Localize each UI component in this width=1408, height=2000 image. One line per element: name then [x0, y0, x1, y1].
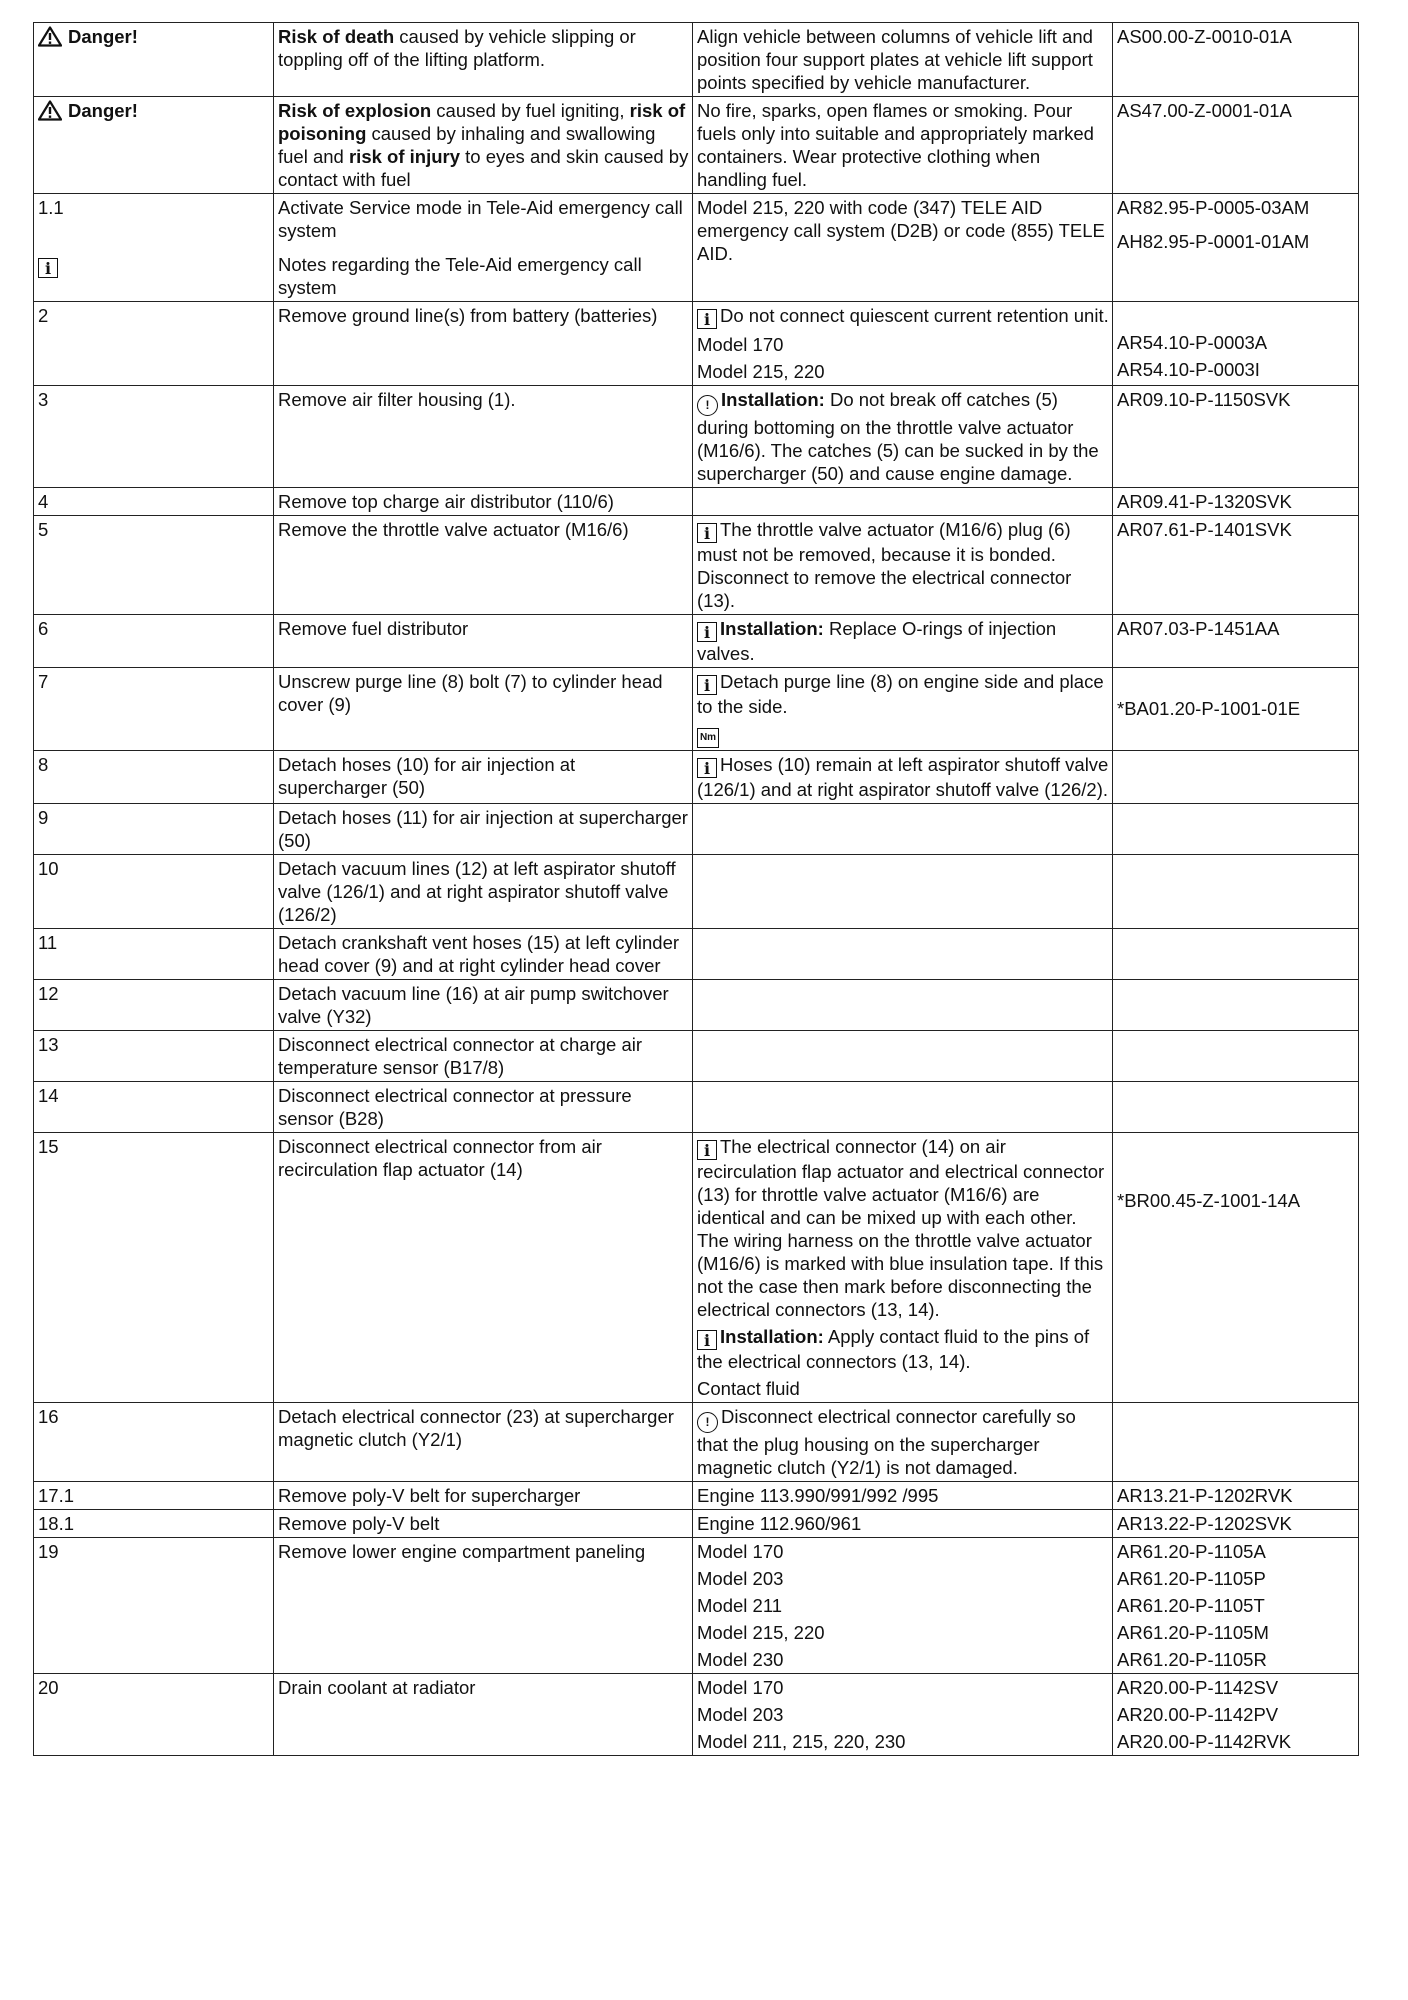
step-number: 15 — [38, 1136, 59, 1157]
step-number: 17.1 — [38, 1485, 75, 1506]
step-number: 13 — [38, 1034, 59, 1055]
sub-description: Notes regarding the Tele-Aid emergency call system — [278, 254, 642, 298]
description — [278, 982, 689, 1028]
info-icon: i — [697, 758, 717, 778]
step-cell — [34, 751, 274, 804]
table-row — [34, 23, 1359, 97]
danger-text: Danger! — [68, 26, 138, 47]
note-text: Model 230 — [697, 1649, 784, 1670]
reference-cell — [1113, 1403, 1359, 1482]
reference-cell — [1113, 855, 1359, 929]
description-text: Disconnect electrical connector at pressure sensor (B28) — [278, 1085, 632, 1129]
note-label: Installation: — [720, 1326, 824, 1347]
note-text: Model 203 — [697, 1568, 784, 1589]
danger-text: Danger! — [68, 100, 138, 121]
description-text: Detach crankshaft vent hoses (15) at left cylinder head cover (9) and at right cylinder head cover — [278, 932, 680, 976]
step-cell — [34, 1674, 274, 1756]
note — [697, 1540, 1109, 1563]
info-icon: i — [697, 1330, 717, 1350]
note — [697, 490, 1109, 513]
note-text: Model 211, 215, 220, 230 — [697, 1731, 906, 1752]
reference-code: AR07.03-P-1451AA — [1117, 618, 1280, 639]
table-row — [34, 1674, 1359, 1756]
description-cell — [274, 615, 693, 668]
note — [697, 25, 1109, 94]
description-text: Remove the throttle valve actuator (M16/6) — [278, 519, 629, 540]
notes-cell — [693, 804, 1113, 855]
description — [278, 1405, 689, 1451]
description — [278, 25, 689, 71]
description-text: Activate Service mode in Tele-Aid emergency call system — [278, 197, 683, 241]
info-icon: i — [697, 622, 717, 642]
note-text: Replace O-rings of injection valves. — [697, 618, 1057, 664]
step-cell — [34, 516, 274, 615]
step-cell — [34, 1031, 274, 1082]
reference-cell — [1113, 1031, 1359, 1082]
reference-code — [1117, 1135, 1355, 1158]
note — [697, 304, 1109, 329]
reference-code: AR20.00-P-1142RVK — [1117, 1731, 1292, 1752]
note-text: Engine 112.960/961 — [697, 1513, 862, 1534]
reference-code: AR13.21-P-1202RVK — [1117, 1485, 1293, 1506]
note-text: Do not break off catches (5) during bottoming on the throttle valve actuator (M16/6). The catches (5) can be sucked in by the supercharger (50) and cause engine damage. — [697, 389, 1099, 484]
reference-code: AR09.41-P-1320SVK — [1117, 491, 1292, 512]
note-text: Apply contact fluid to the pins of the electrical connectors (13, 14). — [697, 1326, 1090, 1372]
step-number: 20 — [38, 1677, 59, 1698]
reference-code: AR20.00-P-1142SV — [1117, 1677, 1279, 1698]
step-cell — [34, 855, 274, 929]
notes-cell — [693, 1538, 1113, 1674]
info-icon: i — [697, 309, 717, 329]
reference-cell — [1113, 386, 1359, 488]
description — [278, 1084, 689, 1130]
description-text: Drain coolant at radiator — [278, 1677, 476, 1698]
notes-cell — [693, 516, 1113, 615]
description-text: caused by vehicle slipping or toppling off of the lifting platform. — [278, 26, 636, 70]
table-row — [34, 1510, 1359, 1538]
note — [697, 1325, 1109, 1373]
step-cell — [34, 488, 274, 516]
description — [278, 1135, 689, 1181]
description-cell — [274, 1538, 693, 1674]
notes-cell — [693, 668, 1113, 751]
description — [278, 1540, 689, 1563]
note — [697, 1377, 1109, 1400]
reference-code: AR54.10-P-0003A — [1117, 332, 1268, 353]
reference-code: AR09.10-P-1150SVK — [1117, 389, 1291, 410]
note-text: Disconnect electrical connector carefully so that the plug housing on the supercharger magnetic clutch (Y2/1) is not damaged. — [697, 1406, 1076, 1478]
note — [697, 617, 1109, 665]
reference-cell — [1113, 980, 1359, 1031]
description-cell — [274, 980, 693, 1031]
notes-cell — [693, 1482, 1113, 1510]
note — [697, 1567, 1109, 1590]
description-text: Detach electrical connector (23) at supercharger magnetic clutch (Y2/1) — [278, 1406, 674, 1450]
reference-code — [1117, 1162, 1355, 1185]
reference-cell — [1113, 23, 1359, 97]
reference-cell — [1113, 1510, 1359, 1538]
description-cell — [274, 1082, 693, 1133]
reference-code: AR20.00-P-1142PV — [1117, 1704, 1279, 1725]
table-row — [34, 929, 1359, 980]
description-cell — [274, 302, 693, 386]
step-number: 2 — [38, 305, 49, 326]
description — [278, 1484, 689, 1507]
description-cell — [274, 386, 693, 488]
reference-code: AR13.22-P-1202SVK — [1117, 1513, 1292, 1534]
reference-code: *BR00.45-Z-1001-14A — [1117, 1190, 1301, 1211]
notes-cell — [693, 1133, 1113, 1403]
description-cell — [274, 1031, 693, 1082]
table-row — [34, 97, 1359, 194]
note — [697, 1405, 1109, 1479]
note — [697, 1135, 1109, 1321]
description-cell — [274, 488, 693, 516]
reference-code: AR61.20-P-1105P — [1117, 1568, 1266, 1589]
danger-label — [38, 25, 270, 48]
notes-cell — [693, 1031, 1113, 1082]
description-text: to eyes and skin caused by contact with fuel — [278, 146, 689, 190]
note-label: Installation: — [720, 618, 824, 639]
sub-reference-code: AH82.95-P-0001-01AM — [1117, 231, 1310, 252]
description — [278, 806, 689, 852]
notes-cell — [693, 980, 1113, 1031]
description — [278, 388, 689, 411]
reference-code: AR07.61-P-1401SVK — [1117, 519, 1292, 540]
step-cell — [34, 1482, 274, 1510]
description-cell — [274, 516, 693, 615]
emphasis-text: risk of injury — [348, 146, 461, 167]
step-cell — [34, 615, 274, 668]
note — [697, 196, 1109, 265]
description — [278, 196, 689, 242]
notes-cell — [693, 615, 1113, 668]
step-number: 18.1 — [38, 1513, 75, 1534]
description-cell — [274, 194, 693, 302]
step-cell — [34, 1082, 274, 1133]
step-cell — [34, 302, 274, 386]
description-text: Detach vacuum lines (12) at left aspirator shutoff valve (126/1) and at right aspirator shutoff valve (126/2) — [278, 858, 676, 925]
reference-code: AR61.20-P-1105A — [1117, 1541, 1266, 1562]
info-icon: i — [697, 675, 717, 695]
description — [278, 99, 689, 191]
notes-cell — [693, 1674, 1113, 1756]
step-number: 19 — [38, 1541, 59, 1562]
notes-cell — [693, 1082, 1113, 1133]
notes-cell — [693, 302, 1113, 386]
description — [278, 518, 689, 541]
description-text: Detach hoses (11) for air injection at supercharger (50) — [278, 807, 688, 851]
note-text: Model 170 — [697, 1541, 784, 1562]
note — [697, 1484, 1109, 1507]
note-text: Engine 113.990/991/992 /995 — [697, 1485, 939, 1506]
notes-cell — [693, 1510, 1113, 1538]
description — [278, 1033, 689, 1079]
reference-cell — [1113, 668, 1359, 751]
step-cell — [34, 929, 274, 980]
reference-cell — [1113, 1082, 1359, 1133]
reference-code — [1117, 753, 1355, 776]
note-text: Model 170 — [697, 334, 784, 355]
reference-code: AR61.20-P-1105T — [1117, 1595, 1265, 1616]
step-cell — [34, 23, 274, 97]
description-cell — [274, 97, 693, 194]
step-number: 8 — [38, 754, 49, 775]
reference-cell — [1113, 97, 1359, 194]
description-text: Detach hoses (10) for air injection at supercharger (50) — [278, 754, 576, 798]
spacer — [1117, 219, 1355, 230]
notes-cell — [693, 751, 1113, 804]
step-number: 9 — [38, 807, 49, 828]
step-number: 3 — [38, 389, 49, 410]
description — [278, 670, 689, 716]
emphasis-text: Risk of explosion — [278, 100, 432, 121]
reference-code: AS47.00-Z-0001-01A — [1117, 100, 1292, 121]
description-text: Unscrew purge line (8) bolt (7) to cylinder head cover (9) — [278, 671, 663, 715]
note — [697, 388, 1109, 485]
step-cell — [34, 386, 274, 488]
step-number: 10 — [38, 858, 59, 879]
reference-cell — [1113, 1482, 1359, 1510]
reference-cell — [1113, 1674, 1359, 1756]
note-text: Align vehicle between columns of vehicle lift and position four support plates at vehicle lift support points specified by vehicle manufacturer. — [697, 26, 1093, 93]
note — [697, 1703, 1109, 1726]
description-cell — [274, 1133, 693, 1403]
description-text: Detach vacuum line (16) at air pump switchover valve (Y32) — [278, 983, 669, 1027]
description — [278, 753, 689, 799]
table-row — [34, 855, 1359, 929]
table-row — [34, 1031, 1359, 1082]
description — [278, 1676, 689, 1699]
note — [697, 333, 1109, 356]
reference-cell — [1113, 751, 1359, 804]
step-number: 5 — [38, 519, 49, 540]
table-row — [34, 751, 1359, 804]
table-row — [34, 1133, 1359, 1403]
note-text: Model 170 — [697, 1677, 784, 1698]
note — [697, 1621, 1109, 1644]
step-number: 11 — [38, 932, 58, 953]
reference-cell — [1113, 1133, 1359, 1403]
note — [697, 360, 1109, 383]
description-cell — [274, 1482, 693, 1510]
procedure-page — [33, 22, 1358, 1756]
step-number: 16 — [38, 1406, 59, 1427]
step-cell — [34, 1510, 274, 1538]
description-cell — [274, 1674, 693, 1756]
notes-cell — [693, 1403, 1113, 1482]
warning-triangle-icon — [38, 26, 62, 47]
table-row — [34, 804, 1359, 855]
notes-cell — [693, 97, 1113, 194]
info-icon: i — [697, 523, 717, 543]
table-row — [34, 1538, 1359, 1674]
note — [697, 1594, 1109, 1617]
warning-triangle-icon — [38, 100, 62, 121]
note-text: Detach purge line (8) on engine side and place to the side. — [697, 671, 1104, 717]
note-text: Do not connect quiescent current retention unit. — [720, 305, 1109, 326]
step-cell — [34, 1403, 274, 1482]
procedure-table — [33, 22, 1359, 1756]
description-text: caused by fuel igniting, — [431, 100, 630, 121]
description-cell — [274, 929, 693, 980]
note-label: Installation: — [721, 389, 825, 410]
note-text: Model 203 — [697, 1704, 784, 1725]
description-cell — [274, 668, 693, 751]
table-row — [34, 488, 1359, 516]
description-cell — [274, 855, 693, 929]
table-row — [34, 980, 1359, 1031]
description-cell — [274, 804, 693, 855]
step-number: 7 — [38, 671, 49, 692]
note-text: No fire, sparks, open flames or smoking. Pour fuels only into suitable and appropriately marked containers. Wear protective clothing when handling fuel. — [697, 100, 1094, 190]
table-row — [34, 1082, 1359, 1133]
reference-cell — [1113, 302, 1359, 386]
note — [697, 518, 1109, 612]
table-row — [34, 516, 1359, 615]
reference-code — [1117, 670, 1355, 693]
table-row — [34, 386, 1359, 488]
description-text: Remove air filter housing (1). — [278, 389, 516, 410]
reference-code: AR61.20-P-1105M — [1117, 1622, 1269, 1643]
step-cell — [34, 97, 274, 194]
reference-code: AR61.20-P-1105R — [1117, 1649, 1267, 1670]
notes-cell — [693, 855, 1113, 929]
reference-cell — [1113, 929, 1359, 980]
note-text: The electrical connector (14) on air recirculation flap actuator and electrical connector (13) for throttle valve actuator (M16/6) are identical and can be mixed up with each other. The wiring harness on the throttle valve actuator (M16/6) is marked with blue insulation tape. If this not the case then mark before disconnecting the electrical connectors (13, 14). — [697, 1136, 1105, 1320]
spacer — [278, 242, 689, 253]
description-text: Disconnect electrical connector from air recirculation flap actuator (14) — [278, 1136, 602, 1180]
step-number: 4 — [38, 491, 49, 512]
notes-cell — [693, 194, 1113, 302]
description — [278, 490, 689, 513]
reference-code: AR82.95-P-0005-03AM — [1117, 197, 1310, 218]
description-text: Disconnect electrical connector at charge air temperature sensor (B17/8) — [278, 1034, 643, 1078]
description — [278, 1512, 689, 1535]
note-text: Model 215, 220 — [697, 1622, 825, 1643]
description-text: Remove ground line(s) from battery (batteries) — [278, 305, 658, 326]
note — [697, 1730, 1109, 1753]
description-cell — [274, 1510, 693, 1538]
description-text: caused by inhaling and swallowing fuel and — [278, 123, 656, 167]
description — [278, 304, 689, 327]
note — [697, 1512, 1109, 1535]
note — [697, 722, 1109, 748]
note-text: Contact fluid — [697, 1378, 800, 1399]
note — [697, 753, 1109, 801]
step-number: 12 — [38, 983, 59, 1004]
step-cell — [34, 194, 274, 302]
emphasis-text: risk of poisoning — [278, 100, 686, 144]
note-text: Model 215, 220 with code (347) TELE AID emergency call system (D2B) or code (855) TELE AID. — [697, 197, 1105, 264]
note-text: Hoses (10) remain at left aspirator shutoff valve (126/1) and at right aspirator shutoff valve (126/2). — [697, 754, 1109, 800]
note — [697, 1648, 1109, 1671]
description-text: Remove poly-V belt — [278, 1513, 440, 1534]
reference-cell — [1113, 804, 1359, 855]
reference-cell — [1113, 1538, 1359, 1674]
note — [697, 99, 1109, 191]
reference-code — [1117, 304, 1355, 327]
description — [278, 617, 689, 640]
spacer — [38, 219, 270, 253]
reference-code: *BA01.20-P-1001-01E — [1117, 698, 1301, 719]
notes-cell — [693, 929, 1113, 980]
info-icon: i — [697, 1140, 717, 1160]
step-cell — [34, 668, 274, 751]
step-number: 6 — [38, 618, 49, 639]
reference-code: AR54.10-P-0003I — [1117, 359, 1260, 380]
reference-cell — [1113, 488, 1359, 516]
table-row — [34, 302, 1359, 386]
step-cell — [34, 1133, 274, 1403]
step-number: 14 — [38, 1085, 59, 1106]
danger-label — [38, 99, 270, 122]
reference-cell — [1113, 194, 1359, 302]
description — [278, 931, 689, 977]
description — [278, 857, 689, 926]
info-icon: i — [38, 258, 58, 278]
reference-cell — [1113, 615, 1359, 668]
torque-icon: Nm — [697, 728, 719, 748]
table-row — [34, 1403, 1359, 1482]
note — [697, 1676, 1109, 1699]
table-row — [34, 668, 1359, 751]
description-text: Remove fuel distributor — [278, 618, 469, 639]
description-cell — [274, 1403, 693, 1482]
step-cell — [34, 804, 274, 855]
note — [697, 670, 1109, 718]
description-text: Remove poly-V belt for supercharger — [278, 1485, 581, 1506]
reference-code — [1117, 1405, 1355, 1428]
description-cell — [274, 751, 693, 804]
table-row — [34, 194, 1359, 302]
notes-cell — [693, 23, 1113, 97]
caution-icon: ! — [697, 1412, 718, 1433]
description-cell — [274, 23, 693, 97]
caution-icon: ! — [697, 395, 718, 416]
step-number: 1.1 — [38, 197, 64, 218]
table-row — [34, 1482, 1359, 1510]
reference-cell — [1113, 516, 1359, 615]
note-text: The throttle valve actuator (M16/6) plug (6) must not be removed, because it is bonded. Disconnect to remove the electrical connector (13). — [697, 519, 1072, 611]
note-text: Model 211 — [697, 1595, 783, 1616]
reference-code: AS00.00-Z-0010-01A — [1117, 26, 1292, 47]
notes-cell — [693, 488, 1113, 516]
table-row — [34, 615, 1359, 668]
emphasis-text: Risk of death — [278, 26, 395, 47]
note-text: Model 215, 220 — [697, 361, 825, 382]
step-cell — [34, 980, 274, 1031]
description-text: Remove top charge air distributor (110/6) — [278, 491, 614, 512]
description-text: Remove lower engine compartment paneling — [278, 1541, 646, 1562]
notes-cell — [693, 386, 1113, 488]
step-cell — [34, 1538, 274, 1674]
